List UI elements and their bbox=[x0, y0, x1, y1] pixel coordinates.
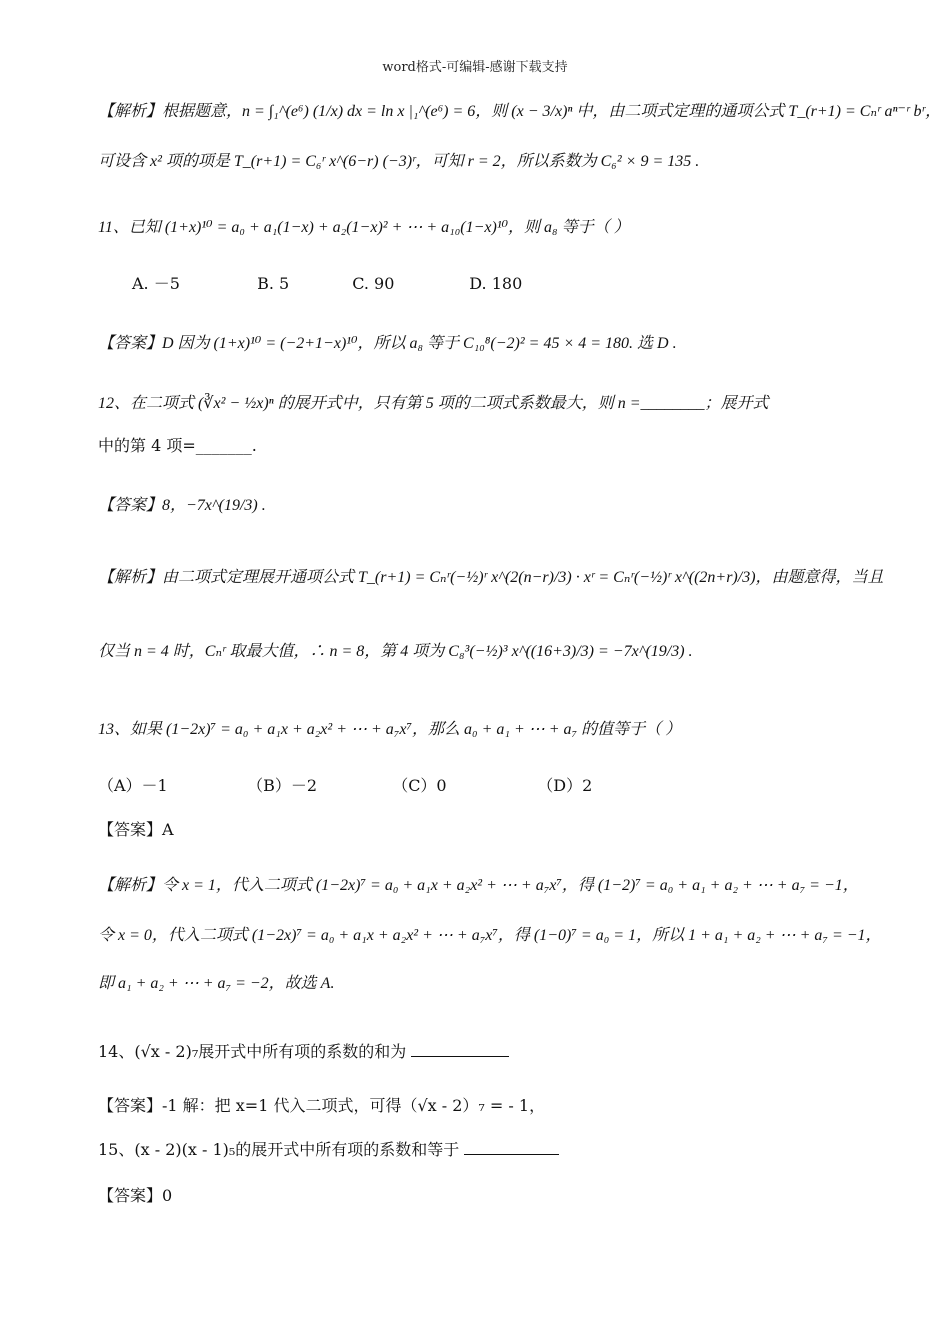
answer-14: 【答案】-1 解：把 x=1 代入二项式，可得（√x - 2）₇ = - 1， bbox=[98, 1096, 546, 1115]
answer-blank-15 bbox=[464, 1140, 559, 1155]
solution-10-line-1: 【解析】根据题意，n = ∫₁^(e⁶) (1/x) dx = ln x |₁^(e⁶) = 6，则 (x − 3/x)ⁿ 中，由二项式定理的通项公式 T_(r+1) = Cₙʳ aⁿ⁻ʳ bʳ， bbox=[98, 103, 942, 120]
question-13-options bbox=[98, 774, 618, 798]
solution-12-line-2: 仅当 n = 4 时，Cₙʳ 取最大值，∴ n = 8，第 4 项为 C₈³(−½)³ x^((16+3)/3) = −7x^(19/3) . bbox=[98, 643, 693, 660]
question-12-line-1: 12、在二项式 (∛x² − ½x)ⁿ 的展开式中，只有第 5 项的二项式系数最大，则 n =________；展开式 bbox=[98, 395, 769, 412]
question-13: 13、如果 (1−2x)⁷ = a₀ + a₁x + a₂x² + ⋯ + a₇x⁷，那么 a₀ + a₁ + ⋯ + a₇ 的值等于（ ） bbox=[98, 721, 682, 738]
question-14 bbox=[98, 1040, 868, 1064]
question-12-line-2: 中的第 4 项=_______. bbox=[98, 436, 257, 455]
answer-blank-14 bbox=[411, 1042, 509, 1057]
option-11-a: A. －5 bbox=[132, 274, 180, 293]
solution-13-line-3: 即 a₁ + a₂ + ⋯ + a₇ = −2，故选 A. bbox=[98, 975, 335, 992]
question-15-text: 15、(x - 2)(x - 1)₅的展开式中所有项的系数和等于 bbox=[98, 1140, 460, 1159]
option-11-b: B. 5 bbox=[257, 274, 290, 293]
solution-13-line-1: 【解析】令 x = 1，代入二项式 (1−2x)⁷ = a₀ + a₁x + a₂x² + ⋯ + a₇x⁷，得 (1−2)⁷ = a₀ + a₁ + a₂ + ⋯ + a₇ = −1， bbox=[98, 877, 859, 894]
question-11: 11、已知 (1+x)¹⁰ = a₀ + a₁(1−x) + a₂(1−x)² + ⋯ + a₁₀(1−x)¹⁰，则 a₈ 等于（ ） bbox=[98, 219, 630, 236]
option-13-b: （B）－2 bbox=[247, 776, 318, 795]
page-header: word格式-可编辑-感谢下载支持 bbox=[382, 60, 568, 75]
solution-13-line-2: 令 x = 0，代入二项式 (1−2x)⁷ = a₀ + a₁x + a₂x² + ⋯ + a₇x⁷，得 (1−0)⁷ = a₀ = 1，所以 1 + a₁ + a₂ + ⋯ + a₇ = −1， bbox=[98, 927, 882, 944]
answer-13: 【答案】A bbox=[98, 820, 174, 839]
question-11-options bbox=[132, 272, 632, 296]
solution-10-line-2: 可设含 x² 项的项是 T_(r+1) = C₆ʳ x^(6−r) (−3)ʳ，可知 r = 2，所以系数为 C₆² × 9 = 135 . bbox=[98, 153, 700, 170]
option-11-c: C. 90 bbox=[352, 274, 395, 293]
answer-11: 【答案】D 因为 (1+x)¹⁰ = (−2+1−x)¹⁰，所以 a₈ 等于 C₁₀⁸(−2)² = 45 × 4 = 180. 选 D . bbox=[98, 335, 677, 352]
answer-15: 【答案】0 bbox=[98, 1186, 173, 1205]
solution-12-line-1: 【解析】由二项式定理展开通项公式 T_(r+1) = Cₙʳ(−½)ʳ x^(2(n−r)/3) · xʳ = Cₙʳ(−½)ʳ x^((2n+r)/3)，由题意得，当且 bbox=[98, 569, 884, 586]
question-14-text: 14、(√x - 2)₇展开式中所有项的系数的和为 bbox=[98, 1042, 407, 1061]
option-13-a: （A）－1 bbox=[98, 776, 168, 795]
option-13-c: （C）0 bbox=[392, 776, 447, 795]
question-15 bbox=[98, 1138, 868, 1162]
option-13-d: （D）2 bbox=[537, 776, 593, 795]
option-11-d: D. 180 bbox=[469, 274, 523, 293]
answer-12: 【答案】8，−7x^(19/3) . bbox=[98, 497, 266, 514]
